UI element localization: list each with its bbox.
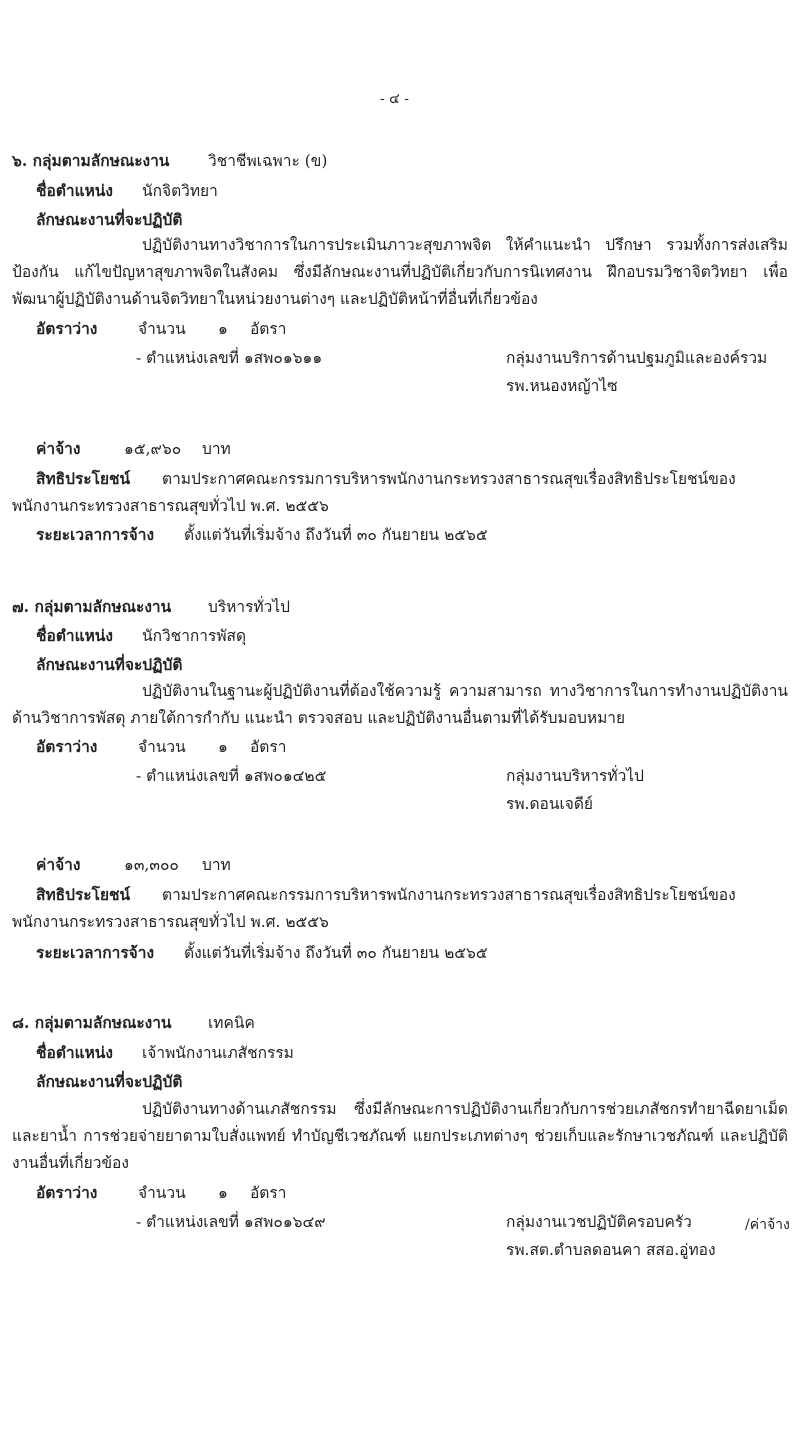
benefit-label: สิทธิประโยชน์ [36,885,131,904]
position-number: - ตำแหน่งเลขที่ ๑สพ๐๑๖๑๑ [136,349,323,367]
duty-text: ปฏิบัติงานทางด้านเภสัชกรรม ซึ่งมีลักษณะการปฏิบัติงานเกี่ยวกับการช่วยเภสัชกรทำยาฉีดยาเม็ด และยาน้ำ การช่วยจ่ายยาตามใบสั่งแพทย์ ทำบัญชีเวชภัณฑ์ แยกประเภทต่างๆ ช่วยเก็บและรักษาเวชภัณฑ์ และปฏิบัติงานอื่นที่เกี่ยวข้อง [12,1100,788,1172]
unit-place: รพ.สต.ตำบลดอนคา สสอ.อู่ทอง [506,1241,716,1259]
continuation-footer: /ค่าจ้าง [745,1217,790,1233]
group-heading: ๖. กลุ่มตามลักษณะงาน [12,151,170,170]
vacancy-label: อัตราว่าง [36,1183,98,1202]
position-label: ชื่อตำแหน่ง [36,1043,113,1062]
unit-name: กลุ่มงานบริหารทั่วไป [506,767,644,785]
position-value: เจ้าพนักงานเภสัชกรรม [142,1044,294,1062]
position-value: นักวิชาการพัสดุ [142,627,247,645]
unit-label: อัตรา [250,738,287,756]
vacancy-count: ๑ [218,320,228,338]
position-label: ชื่อตำแหน่ง [36,181,113,200]
page-number: - ๔ - [380,91,409,107]
wage-value: ๑๓,๓๐๐ [124,856,179,874]
duty-text: ปฏิบัติงานทางวิชาการในการประเมินภาวะสุขภาพจิต ให้คำแนะนำ ปรึกษา รวมทั้งการส่งเสริมป้องกัน แก้ไขปัญหาสุขภาพจิตในสังคม ซึ่งมีลักษณะงานที่ปฏิบัติเกี่ยวกับการนิเทศงาน ฝึกอบรมวิชาจิตวิทยา เพื่อพัฒนาผู้ปฏิบัติงานด้านจิตวิทยาในหน่วยงานต่างๆ และปฏิบัติหน้าที่อื่นที่เกี่ยวข้อง [12,236,788,308]
amount-label: จำนวน [138,1184,186,1202]
period-value: ตั้งแต่วันที่เริ่มจ้าง ถึงวันที่ ๓๐ กันยายน ๒๕๖๕ [184,944,488,962]
group-heading: ๘. กลุ่มตามลักษณะงาน [12,1013,172,1032]
unit-place: รพ.หนองหญ้าไซ [506,377,618,395]
duty-label: ลักษณะงานที่จะปฏิบัติ [36,1072,183,1091]
amount-label: จำนวน [138,738,186,756]
unit-name: กลุ่มงานเวชปฏิบัติครอบครัว [506,1213,692,1231]
period-label: ระยะเวลาการจ้าง [36,525,155,544]
position-value: นักจิตวิทยา [142,182,218,200]
position-number: - ตำแหน่งเลขที่ ๑สพ๐๑๖๔๙ [136,1213,326,1231]
unit-name: กลุ่มงานบริการด้านปฐมภูมิและองค์รวม [506,349,768,367]
wage-label: ค่าจ้าง [36,855,81,874]
benefit-text: ตามประกาศคณะกรรมการบริหารพนักงานกระทรวงสาธารณสุขเรื่องสิทธิประโยชน์ของพนักงานกระทรวงสาธารณสุขทั่วไป พ.ศ. ๒๕๕๖ [12,886,736,931]
group-value: วิชาชีพเฉพาะ (ข) [208,152,328,170]
group-value: บริหารทั่วไป [208,598,290,616]
duty-label: ลักษณะงานที่จะปฏิบัติ [36,655,183,674]
period-label: ระยะเวลาการจ้าง [36,943,155,962]
unit-place: รพ.ดอนเจดีย์ [506,795,593,813]
baht-label: บาท [202,856,231,874]
vacancy-label: อัตราว่าง [36,737,98,756]
vacancy-label: อัตราว่าง [36,319,98,338]
duty-text: ปฏิบัติงานในฐานะผู้ปฏิบัติงานที่ต้องใช้ความรู้ ความสามารถ ทางวิชาการในการทำงานปฏิบัติงานด้านวิชาการพัสดุ ภายใต้การกำกับ แนะนำ ตรวจสอบ และปฏิบัติงานอื่นตามที่ได้รับมอบหมาย [12,682,788,727]
vacancy-count: ๑ [218,1184,228,1202]
amount-label: จำนวน [138,320,186,338]
position-number: - ตำแหน่งเลขที่ ๑สพ๐๑๔๒๕ [136,767,327,785]
vacancy-count: ๑ [218,738,228,756]
position-label: ชื่อตำแหน่ง [36,626,113,645]
wage-label: ค่าจ้าง [36,439,81,458]
group-value: เทคนิค [208,1014,255,1032]
unit-label: อัตรา [250,1184,287,1202]
wage-value: ๑๕,๙๖๐ [124,440,182,458]
duty-label: ลักษณะงานที่จะปฏิบัติ [36,210,183,229]
baht-label: บาท [202,440,231,458]
group-heading: ๗. กลุ่มตามลักษณะงาน [12,597,172,616]
benefit-text: ตามประกาศคณะกรรมการบริหารพนักงานกระทรวงสาธารณสุขเรื่องสิทธิประโยชน์ของพนักงานกระทรวงสาธารณสุขทั่วไป พ.ศ. ๒๕๕๖ [12,470,736,515]
period-value: ตั้งแต่วันที่เริ่มจ้าง ถึงวันที่ ๓๐ กันยายน ๒๕๖๕ [184,526,488,544]
unit-label: อัตรา [250,320,287,338]
benefit-label: สิทธิประโยชน์ [36,469,131,488]
